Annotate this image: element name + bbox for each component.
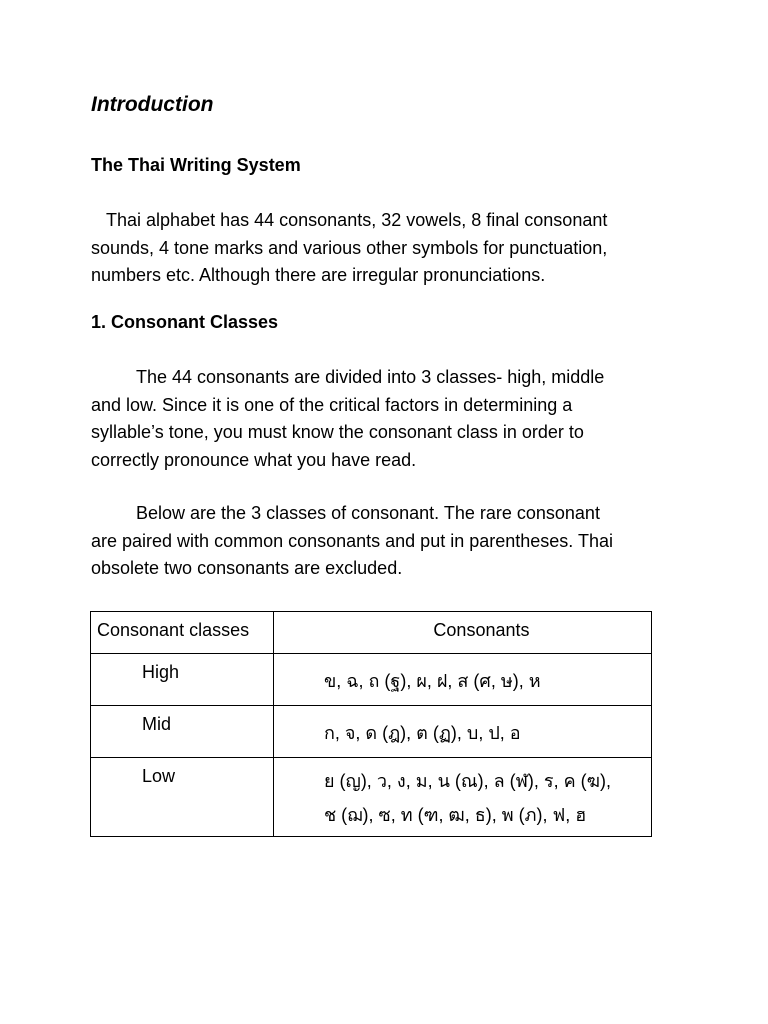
intro-para-line-2: sounds, 4 tone marks and various other symbols for punctuation, — [91, 237, 608, 258]
table-row — [91, 758, 652, 837]
below-paragraph — [91, 500, 691, 583]
header-consonant-classes: Consonant classes — [91, 612, 274, 654]
classes-para-line-3: syllable’s tone, you must know the consonant class in order to — [91, 422, 584, 442]
header-consonants: Consonants — [273, 612, 651, 654]
table-header-row — [91, 612, 652, 654]
below-para-line-2: are paired with common consonants and put in parentheses. Thai — [91, 530, 613, 551]
classes-para-line-4: correctly pronounce what you have read. — [91, 449, 417, 470]
classes-para-line-2: and low. Since it is one of the critical factors in determining a — [91, 394, 573, 415]
below-para-line-1: Below are the 3 classes of consonant. The rare consonant — [136, 503, 600, 523]
intro-para-line-1: Thai alphabet has 44 consonants, 32 vowels, 8 final consonant — [106, 210, 608, 230]
table-row — [91, 654, 652, 706]
intro-para-line-3: numbers etc. Although there are irregular pronunciations. — [91, 265, 546, 285]
consonant-classes-heading: 1. Consonant Classes — [91, 312, 279, 332]
classes-paragraph — [91, 364, 691, 474]
intro-heading: Introduction — [91, 93, 214, 116]
classes-para-line-1: The 44 consonants are divided into 3 classes- high, middle — [136, 367, 605, 387]
consonants-cell-mid: ก, จ, ด (ฎ), ต (ฏ), บ, ป, อ — [273, 706, 651, 758]
writing-system-heading: The Thai Writing System — [91, 155, 301, 175]
table-row — [91, 706, 652, 758]
class-cell-mid: Mid — [91, 706, 274, 758]
consonants-low-line-1: ย (ญ), ว, ง, ม, น (ณ), ล (ฬ), ร, ค (ฆ), — [323, 771, 611, 791]
consonants-cell-high: ข, ฉ, ถ (ฐ), ผ, ฝ, ส (ศ, ษ), ห — [273, 654, 651, 706]
consonant-classes-table — [90, 611, 652, 837]
consonants-cell-low — [273, 758, 651, 837]
class-cell-low: Low — [91, 758, 274, 837]
consonants-low-line-2: ช (ฌ), ซ, ท (ฑ, ฒ, ธ), พ (ภ), ฟ, ฮ — [323, 805, 587, 825]
intro-paragraph — [91, 207, 691, 290]
below-para-line-3: obsolete two consonants are excluded. — [91, 558, 403, 578]
class-cell-high: High — [91, 654, 274, 706]
